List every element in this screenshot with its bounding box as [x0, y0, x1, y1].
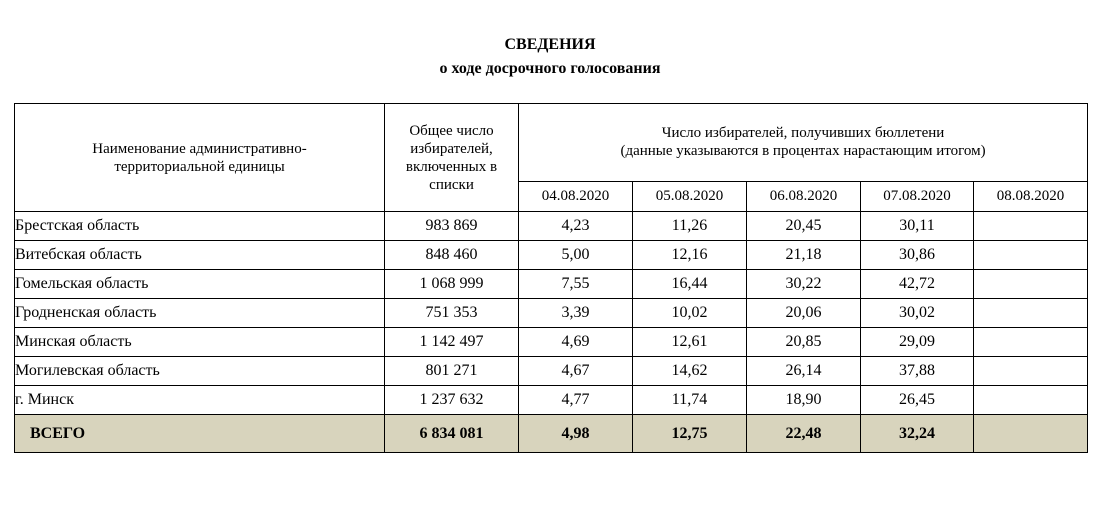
region-name: Брестская область: [15, 212, 385, 241]
table-row: [15, 241, 1088, 270]
document-subtitle: о ходе досрочного голосования: [439, 60, 661, 77]
header-date: 06.08.2020: [747, 181, 861, 211]
region-name: Гродненская область: [15, 299, 385, 328]
table-row: [15, 357, 1088, 386]
percent-cell: 30,86: [861, 241, 974, 270]
percent-cell: 26,14: [747, 357, 861, 386]
percent-cell: 3,39: [519, 299, 633, 328]
percent-cell: 11,74: [633, 386, 747, 415]
total-percent-cell: 4,98: [519, 415, 633, 453]
percent-cell: 26,45: [861, 386, 974, 415]
percent-cell: 16,44: [633, 270, 747, 299]
total-percent-cell: 22,48: [747, 415, 861, 453]
region-name: г. Минск: [15, 386, 385, 415]
region-name: Минская область: [15, 328, 385, 357]
percent-cell: [974, 299, 1088, 328]
voters-count: 1 142 497: [385, 328, 519, 357]
percent-cell: [974, 328, 1088, 357]
total-percent-cell: 32,24: [861, 415, 974, 453]
header-voters-column: [385, 104, 519, 212]
header-name-label: Наименование административно-территориальной единицы: [92, 140, 307, 175]
total-percent-cell: [974, 415, 1088, 453]
percent-cell: 29,09: [861, 328, 974, 357]
region-name: Могилевская область: [15, 357, 385, 386]
percent-cell: 20,45: [747, 212, 861, 241]
percent-cell: 7,55: [519, 270, 633, 299]
header-ballots-group: [519, 104, 1088, 182]
header-ballots-title: Число избирателей, получивших бюллетени: [661, 125, 945, 142]
table-row: [15, 212, 1088, 241]
table-row: [15, 386, 1088, 415]
percent-cell: 30,11: [861, 212, 974, 241]
table-row: [15, 299, 1088, 328]
percent-cell: [974, 386, 1088, 415]
total-row: [15, 415, 1088, 453]
percent-cell: 10,02: [633, 299, 747, 328]
voters-count: 1 068 999: [385, 270, 519, 299]
percent-cell: 37,88: [861, 357, 974, 386]
percent-cell: [974, 357, 1088, 386]
header-name-column: [15, 104, 385, 212]
voters-count: 1 237 632: [385, 386, 519, 415]
percent-cell: 30,02: [861, 299, 974, 328]
percent-cell: 42,72: [861, 270, 974, 299]
percent-cell: 14,62: [633, 357, 747, 386]
percent-cell: 4,69: [519, 328, 633, 357]
region-name: Витебская область: [15, 241, 385, 270]
voters-count: 848 460: [385, 241, 519, 270]
early-voting-table: [14, 103, 1088, 453]
table-row: [15, 328, 1088, 357]
voters-count: 751 353: [385, 299, 519, 328]
percent-cell: 30,22: [747, 270, 861, 299]
percent-cell: 4,67: [519, 357, 633, 386]
document-title: СВЕДЕНИЯ: [504, 36, 596, 53]
region-name: Гомельская область: [15, 270, 385, 299]
header-date: 07.08.2020: [861, 181, 974, 211]
total-percent-cell: 12,75: [633, 415, 747, 453]
percent-cell: [974, 212, 1088, 241]
percent-cell: [974, 270, 1088, 299]
total-voters: 6 834 081: [385, 415, 519, 453]
header-date: 05.08.2020: [633, 181, 747, 211]
header-date: 08.08.2020: [974, 181, 1088, 211]
header-date: 04.08.2020: [519, 181, 633, 211]
percent-cell: 21,18: [747, 241, 861, 270]
percent-cell: 12,16: [633, 241, 747, 270]
percent-cell: 20,85: [747, 328, 861, 357]
percent-cell: 4,23: [519, 212, 633, 241]
percent-cell: 20,06: [747, 299, 861, 328]
table-row: [15, 270, 1088, 299]
header-ballots-note: (данные указываются в процентах нарастающим итогом): [620, 143, 986, 160]
percent-cell: 12,61: [633, 328, 747, 357]
percent-cell: 11,26: [633, 212, 747, 241]
percent-cell: 18,90: [747, 386, 861, 415]
header-voters-label: Общее число избирателей, включенных в списки: [405, 122, 498, 193]
voters-count: 983 869: [385, 212, 519, 241]
total-label: ВСЕГО: [15, 415, 385, 453]
percent-cell: [974, 241, 1088, 270]
percent-cell: 5,00: [519, 241, 633, 270]
voters-count: 801 271: [385, 357, 519, 386]
percent-cell: 4,77: [519, 386, 633, 415]
